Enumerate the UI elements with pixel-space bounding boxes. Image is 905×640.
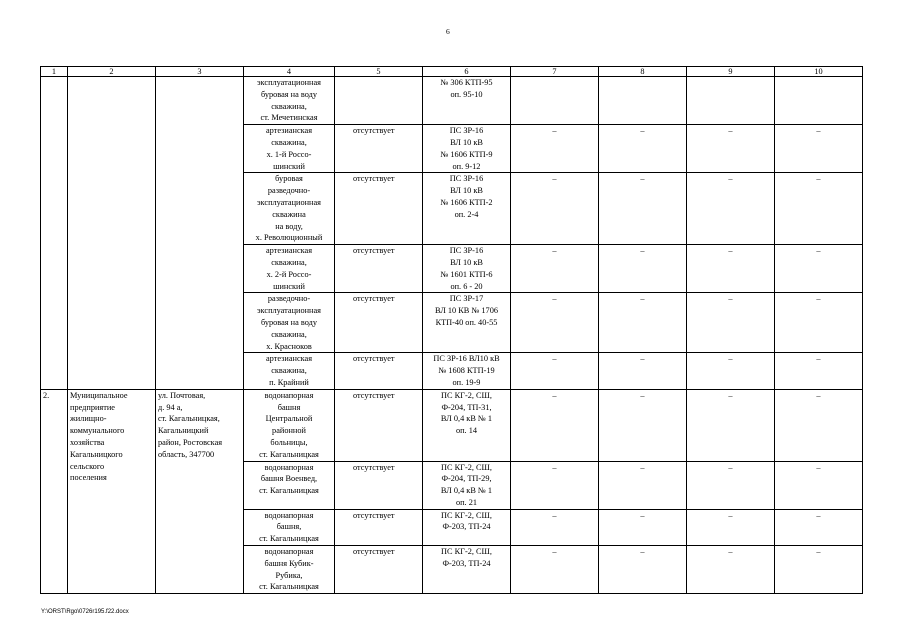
org-name-cell (68, 389, 156, 594)
cell-line: № 1601 КТП-6 (440, 269, 493, 279)
dash-cell (775, 77, 863, 125)
cell-line: водонапорная (264, 462, 314, 472)
cell-line: ВЛ 10 кВ (450, 137, 483, 147)
dash-cell: – (687, 509, 775, 545)
cell-line: ПС ЗР-16 (449, 174, 484, 184)
power-cell (423, 353, 511, 389)
cell-line: ПС ЗР-16 ВЛ10 кВ (433, 354, 500, 364)
power-cell (423, 461, 511, 509)
object-cell (244, 173, 335, 245)
table-row (41, 389, 863, 461)
object-cell (244, 77, 335, 125)
header-cell: 9 (687, 67, 775, 77)
cell-line: Ф-203, ТП-24 (442, 558, 491, 568)
cell-line: оп. 14 (455, 426, 478, 436)
cell-line: башня Военвед, (260, 474, 318, 484)
cell-line: хозяйства (70, 437, 105, 447)
header-cell: 3 (156, 67, 244, 77)
header-cell: 8 (599, 67, 687, 77)
page-number: 6 (446, 27, 450, 36)
cell-line: оп. 21 (455, 497, 478, 507)
dash-cell: – (511, 353, 599, 389)
object-cell (244, 125, 335, 173)
dash-cell: – (511, 125, 599, 173)
cell-line: х. 1-й Россо- (266, 149, 312, 159)
cell-line: скважина, (271, 137, 307, 147)
status-cell: отсутствует (335, 125, 423, 173)
object-cell (244, 245, 335, 293)
dash-cell: – (687, 546, 775, 594)
cell-line: районной (272, 426, 306, 436)
dash-cell: – (775, 353, 863, 389)
dash-cell: – (599, 546, 687, 594)
org-number-cell: 2. (41, 389, 68, 594)
dash-cell: – (687, 245, 775, 293)
status-cell: отсутствует (335, 293, 423, 353)
dash-cell: – (775, 293, 863, 353)
status-cell: отсутствует (335, 509, 423, 545)
cell-line: разведочно- (267, 186, 311, 196)
power-cell (423, 546, 511, 594)
cell-line: шинский (273, 161, 305, 171)
dash-cell: – (775, 461, 863, 509)
cell-line: ст. Кагальницкая (259, 534, 319, 544)
dash-cell: – (511, 245, 599, 293)
cell-line: на воду, (275, 221, 303, 231)
cell-line: № 1606 КТП-2 (440, 197, 493, 207)
cell-line: скважина, (271, 257, 307, 267)
cell-line: артезианская (265, 126, 313, 136)
cell-line: п. Крайний (269, 377, 309, 387)
dash-cell: – (599, 245, 687, 293)
cell-line: ПС КГ-2, СШ, (441, 510, 492, 520)
cell-line: оп. 19-9 (452, 377, 481, 387)
dash-cell: – (511, 461, 599, 509)
cell-line: оп. 6 - 20 (450, 281, 483, 291)
cell-line: ст. Кагальницкая (259, 486, 319, 496)
cell-line: район, Ростовская (158, 437, 223, 447)
header-cell: 6 (423, 67, 511, 77)
header-cell: 10 (775, 67, 863, 77)
cell-line: предприятие (70, 402, 115, 412)
cell-line: эксплуатационная (257, 197, 321, 207)
power-cell (423, 173, 511, 245)
cell-line: Кагальницкого (70, 449, 123, 459)
cell-line: ВЛ 10 КВ № 1706 (434, 306, 499, 316)
org-cell (68, 77, 156, 390)
power-cell (423, 509, 511, 545)
cell-line: водонапорная (264, 510, 314, 520)
dash-cell: – (687, 125, 775, 173)
status-cell: отсутствует (335, 461, 423, 509)
table-row (41, 77, 863, 125)
dash-cell: – (687, 389, 775, 461)
cell-line: башня, (276, 522, 302, 532)
dash-cell (599, 77, 687, 125)
dash-cell: – (775, 509, 863, 545)
dash-cell: – (511, 546, 599, 594)
cell-line: х. Красноков (266, 341, 312, 351)
cell-line: ПС КГ-2, СШ, (441, 547, 492, 557)
cell-line: ПС ЗР-16 (449, 126, 484, 136)
cell-line: ст. Мечетинская (260, 113, 318, 123)
cell-line: жилищно- (70, 414, 107, 424)
cell-line: оп. 9-12 (452, 161, 481, 171)
power-cell (423, 125, 511, 173)
object-cell (244, 509, 335, 545)
header-cell: 7 (511, 67, 599, 77)
cell-line: буровая на воду (260, 89, 318, 99)
header-cell: 1 (41, 67, 68, 77)
cell-line: сельского (70, 461, 105, 471)
data-table (40, 66, 863, 594)
dash-cell: – (687, 293, 775, 353)
dash-cell: – (775, 389, 863, 461)
header-row (41, 67, 863, 77)
dash-cell: – (511, 293, 599, 353)
cell-line: ПС ЗР-16 (449, 246, 484, 256)
power-cell (423, 77, 511, 125)
dash-cell: – (599, 509, 687, 545)
cell-line: Рубика, (275, 570, 303, 580)
dash-cell: – (687, 461, 775, 509)
dash-cell: – (599, 293, 687, 353)
cell-line: эксплуатационная (257, 306, 321, 316)
cell-line: артезианская (265, 354, 313, 364)
cell-line: Центральной (265, 414, 313, 424)
cell-line: Ф-203, ТП-24 (442, 522, 491, 532)
object-cell (244, 353, 335, 389)
cell-line: башня Кубик- (264, 558, 314, 568)
org-address-cell (156, 389, 244, 594)
status-cell (335, 77, 423, 125)
dash-cell (687, 77, 775, 125)
power-cell (423, 245, 511, 293)
dash-cell: – (599, 353, 687, 389)
status-cell: отсутствует (335, 245, 423, 293)
header-cell: 4 (244, 67, 335, 77)
cell-line: поселения (70, 473, 107, 483)
cell-line: водонапорная (264, 390, 314, 400)
cell-line: № 1608 КТП-19 (438, 366, 495, 376)
num-cell (41, 77, 68, 390)
cell-line: больницы, (270, 437, 308, 447)
dash-cell: – (511, 389, 599, 461)
cell-line: ст. Кагальницкая (259, 582, 319, 592)
address-cell (156, 77, 244, 390)
status-cell: отсутствует (335, 353, 423, 389)
status-cell: отсутствует (335, 173, 423, 245)
cell-line: Ф-204, ТП-31, (441, 402, 492, 412)
cell-line: оп. 2-4 (454, 209, 479, 219)
cell-line: х. Революционный (255, 233, 323, 243)
object-cell (244, 389, 335, 461)
cell-line: д. 94 а, (158, 402, 183, 412)
dash-cell (511, 77, 599, 125)
cell-line: шинский (273, 281, 305, 291)
cell-line: № 306 КТП-95 (440, 78, 493, 87)
dash-cell: – (775, 173, 863, 245)
cell-line: ПС КГ-2, СШ, (441, 462, 492, 472)
power-cell (423, 293, 511, 353)
cell-line: № 1606 КТП-9 (440, 149, 493, 159)
cell-line: водонапорная (264, 547, 314, 557)
dash-cell: – (511, 509, 599, 545)
cell-line: Кагальницкий (158, 426, 209, 436)
cell-line: х. 2-й Россо- (266, 269, 312, 279)
status-cell: отсутствует (335, 389, 423, 461)
cell-line: буровая (275, 174, 303, 184)
object-cell (244, 546, 335, 594)
status-cell: отсутствует (335, 546, 423, 594)
header-cell: 2 (68, 67, 156, 77)
cell-line: ст. Кагальницкая, (158, 414, 220, 424)
dash-cell: – (687, 353, 775, 389)
cell-line: скважина (272, 209, 306, 219)
cell-line: ВЛ 10 кВ (450, 257, 483, 267)
object-cell (244, 461, 335, 509)
cell-line: Ф-204, ТП-29, (441, 474, 492, 484)
cell-line: коммунального (70, 426, 125, 436)
dash-cell: – (775, 125, 863, 173)
cell-line: КТП-40 оп. 40-55 (435, 317, 498, 327)
header-cell: 5 (335, 67, 423, 77)
dash-cell: – (599, 461, 687, 509)
object-cell (244, 293, 335, 353)
cell-line: ВЛ 10 кВ (450, 186, 483, 196)
cell-line: ПС КГ-2, СШ, (441, 390, 492, 400)
cell-line: ул. Почтовая, (158, 390, 206, 400)
cell-line: буровая на воду (260, 317, 318, 327)
cell-line: скважина, (271, 329, 307, 339)
cell-line: ВЛ 0,4 кВ № 1 (440, 414, 493, 424)
cell-line: область, 347700 (158, 449, 215, 459)
cell-line: ст. Кагальницкая (259, 449, 319, 459)
power-cell (423, 389, 511, 461)
cell-line: ПС ЗР-17 (449, 294, 484, 304)
dash-cell: – (511, 173, 599, 245)
dash-cell: – (775, 546, 863, 594)
file-path-footer: Y:\ORST\Rgo\0726r195.f22.docx (41, 609, 129, 615)
cell-line: оп. 95-10 (450, 89, 483, 99)
cell-line: эксплуатационная (257, 78, 321, 87)
cell-line: башня (277, 402, 301, 412)
dash-cell: – (599, 173, 687, 245)
cell-line: разведочно- (267, 294, 311, 304)
cell-line: артезианская (265, 246, 313, 256)
dash-cell: – (775, 245, 863, 293)
cell-line: скважина, (271, 366, 307, 376)
dash-cell: – (599, 125, 687, 173)
cell-line: скважина, (271, 101, 307, 111)
dash-cell: – (687, 173, 775, 245)
cell-line: ВЛ 0,4 кВ № 1 (440, 486, 493, 496)
dash-cell: – (599, 389, 687, 461)
cell-line: Муниципальное (70, 390, 128, 400)
